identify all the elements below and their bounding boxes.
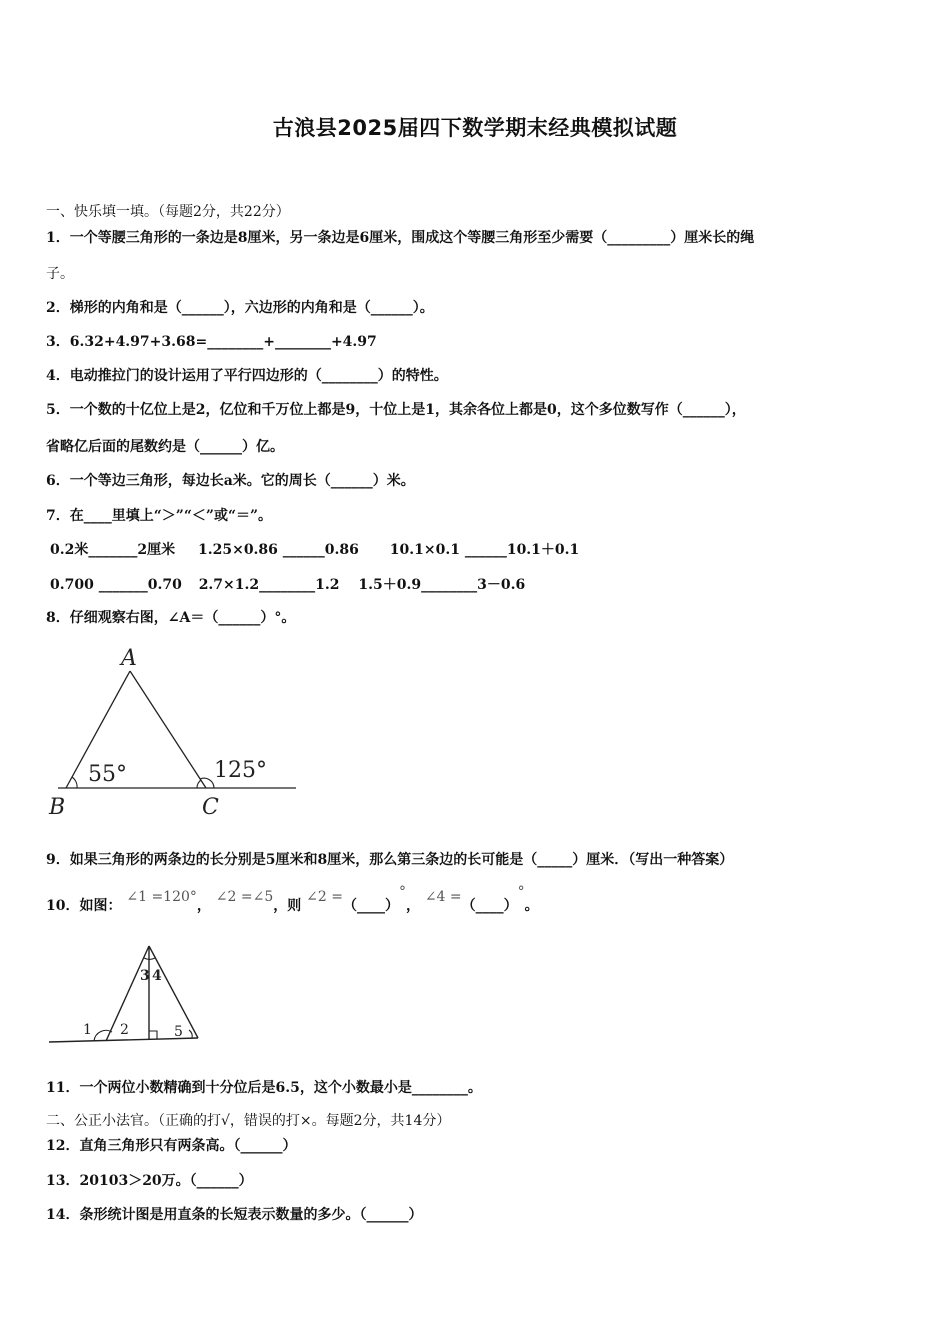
- q10-expr-angle1: ∠1 =120°: [126, 889, 197, 905]
- question-10: [46, 884, 906, 916]
- compare-2b: 2.7×1.2________1.2: [198, 577, 340, 593]
- compare-2c: 1.5＋0.9________3－0.6: [358, 577, 526, 593]
- question-1-line2: 子。: [46, 266, 74, 282]
- question-12: 12．直角三角形只有两条高。（______）: [46, 1138, 297, 1154]
- angle-b-value: 55°: [88, 762, 127, 787]
- page-title: 古浪县2025届四下数学期末经典模拟试题: [272, 116, 678, 140]
- triangle-figure-q10: [46, 940, 216, 1050]
- angle-c-inner-arc: [197, 780, 201, 788]
- q10-sep3: ，: [405, 898, 420, 914]
- angle-2-label: 2: [120, 1022, 129, 1038]
- q10-expr-angle2: ∠2 =∠5: [215, 889, 274, 905]
- question-3: 3．6.32+4.97+3.68=________+________+4.97: [46, 334, 377, 350]
- vertex-a-label: A: [121, 646, 137, 671]
- q10-blank-angle4: （____）: [461, 898, 518, 914]
- section1-header: 一、快乐填一填。（每题2分，共22分）: [46, 204, 290, 220]
- section2-header: 二、公正小法官。（正确的打√，错误的打×。每题2分，共14分）: [46, 1113, 451, 1129]
- q10-end: 。: [524, 898, 539, 914]
- compare-1b: 1.25×0.86 ______0.86: [197, 542, 359, 558]
- compare-1c: 10.1×0.1 ______10.1＋0.1: [389, 542, 580, 558]
- right-angle-mark: [149, 1031, 157, 1039]
- q10-sep1: ，: [196, 898, 211, 914]
- vertex-c-label: C: [202, 795, 219, 820]
- question-5-line2: 省略亿后面的尾数约是（______）亿。: [46, 439, 284, 455]
- question-11: 11．一个两位小数精确到十分位后是6.5，这个小数最小是________。: [46, 1080, 482, 1096]
- question-6: 6．一个等边三角形，每边长a米。它的周长（______）米。: [46, 473, 415, 489]
- question-4: 4．电动推拉门的设计运用了平行四边形的（________）的特性。: [46, 368, 448, 384]
- question-8: 8．仔细观察右图，∠A＝（______）°。: [46, 610, 296, 626]
- q10-expr-angle2-eq: ∠2 =: [306, 889, 343, 905]
- angle-3-label: 3: [140, 968, 150, 984]
- question-5-line1: 5．一个数的十亿位上是2，亿位和千万位上都是9，十位上是1，其余各位上都是0，这个多位数写作（______），: [46, 402, 746, 418]
- angle-1-label: 1: [83, 1022, 92, 1038]
- q10-blank-angle2: （____）: [342, 898, 399, 914]
- question-2: 2．梯形的内角和是（______），六边形的内角和是（______）。: [46, 300, 434, 316]
- question-7: 7．在____里填上“＞”“＜”或“＝”。: [46, 508, 273, 524]
- angle-b-arc: [72, 777, 77, 788]
- angle-5-arc: [189, 1030, 192, 1038]
- q10-deg-angle4: °: [517, 884, 525, 900]
- question-1-line1: 1．一个等腰三角形的一条边是8厘米，另一条边是6厘米，围成这个等腰三角形至少需要（_________）厘米长的绳: [46, 230, 755, 246]
- vertex-b-label: B: [49, 795, 66, 820]
- angle-4-label: 4: [152, 968, 162, 984]
- question-7-row1: [50, 540, 910, 560]
- compare-2a: 0.700 _______0.70: [50, 577, 182, 593]
- angle-exterior-value: 125°: [214, 758, 267, 783]
- question-9: 9．如果三角形的两条边的长分别是5厘米和8厘米，那么第三条边的长可能是（_____）厘米．（写出一种答案）: [46, 852, 734, 868]
- question-13: 13．20103＞20万。（______）: [46, 1173, 253, 1189]
- q10-sep2: ，则: [273, 898, 302, 914]
- angle-5-label: 5: [174, 1024, 183, 1040]
- q10-expr-angle4-eq: ∠4 =: [424, 889, 462, 905]
- compare-1a: 0.2米_______2厘米: [50, 542, 176, 558]
- q10-prefix: 10．如图：: [46, 898, 122, 914]
- question-14: 14．条形统计图是用直条的长短表示数量的多少。（______）: [46, 1207, 423, 1223]
- angle-1-arc: [94, 1030, 112, 1041]
- triangle-figure-q8: [46, 640, 306, 825]
- triangle-side-ac: [130, 671, 206, 788]
- q10-deg-angle2: °: [398, 884, 406, 900]
- question-7-row2: [50, 575, 910, 595]
